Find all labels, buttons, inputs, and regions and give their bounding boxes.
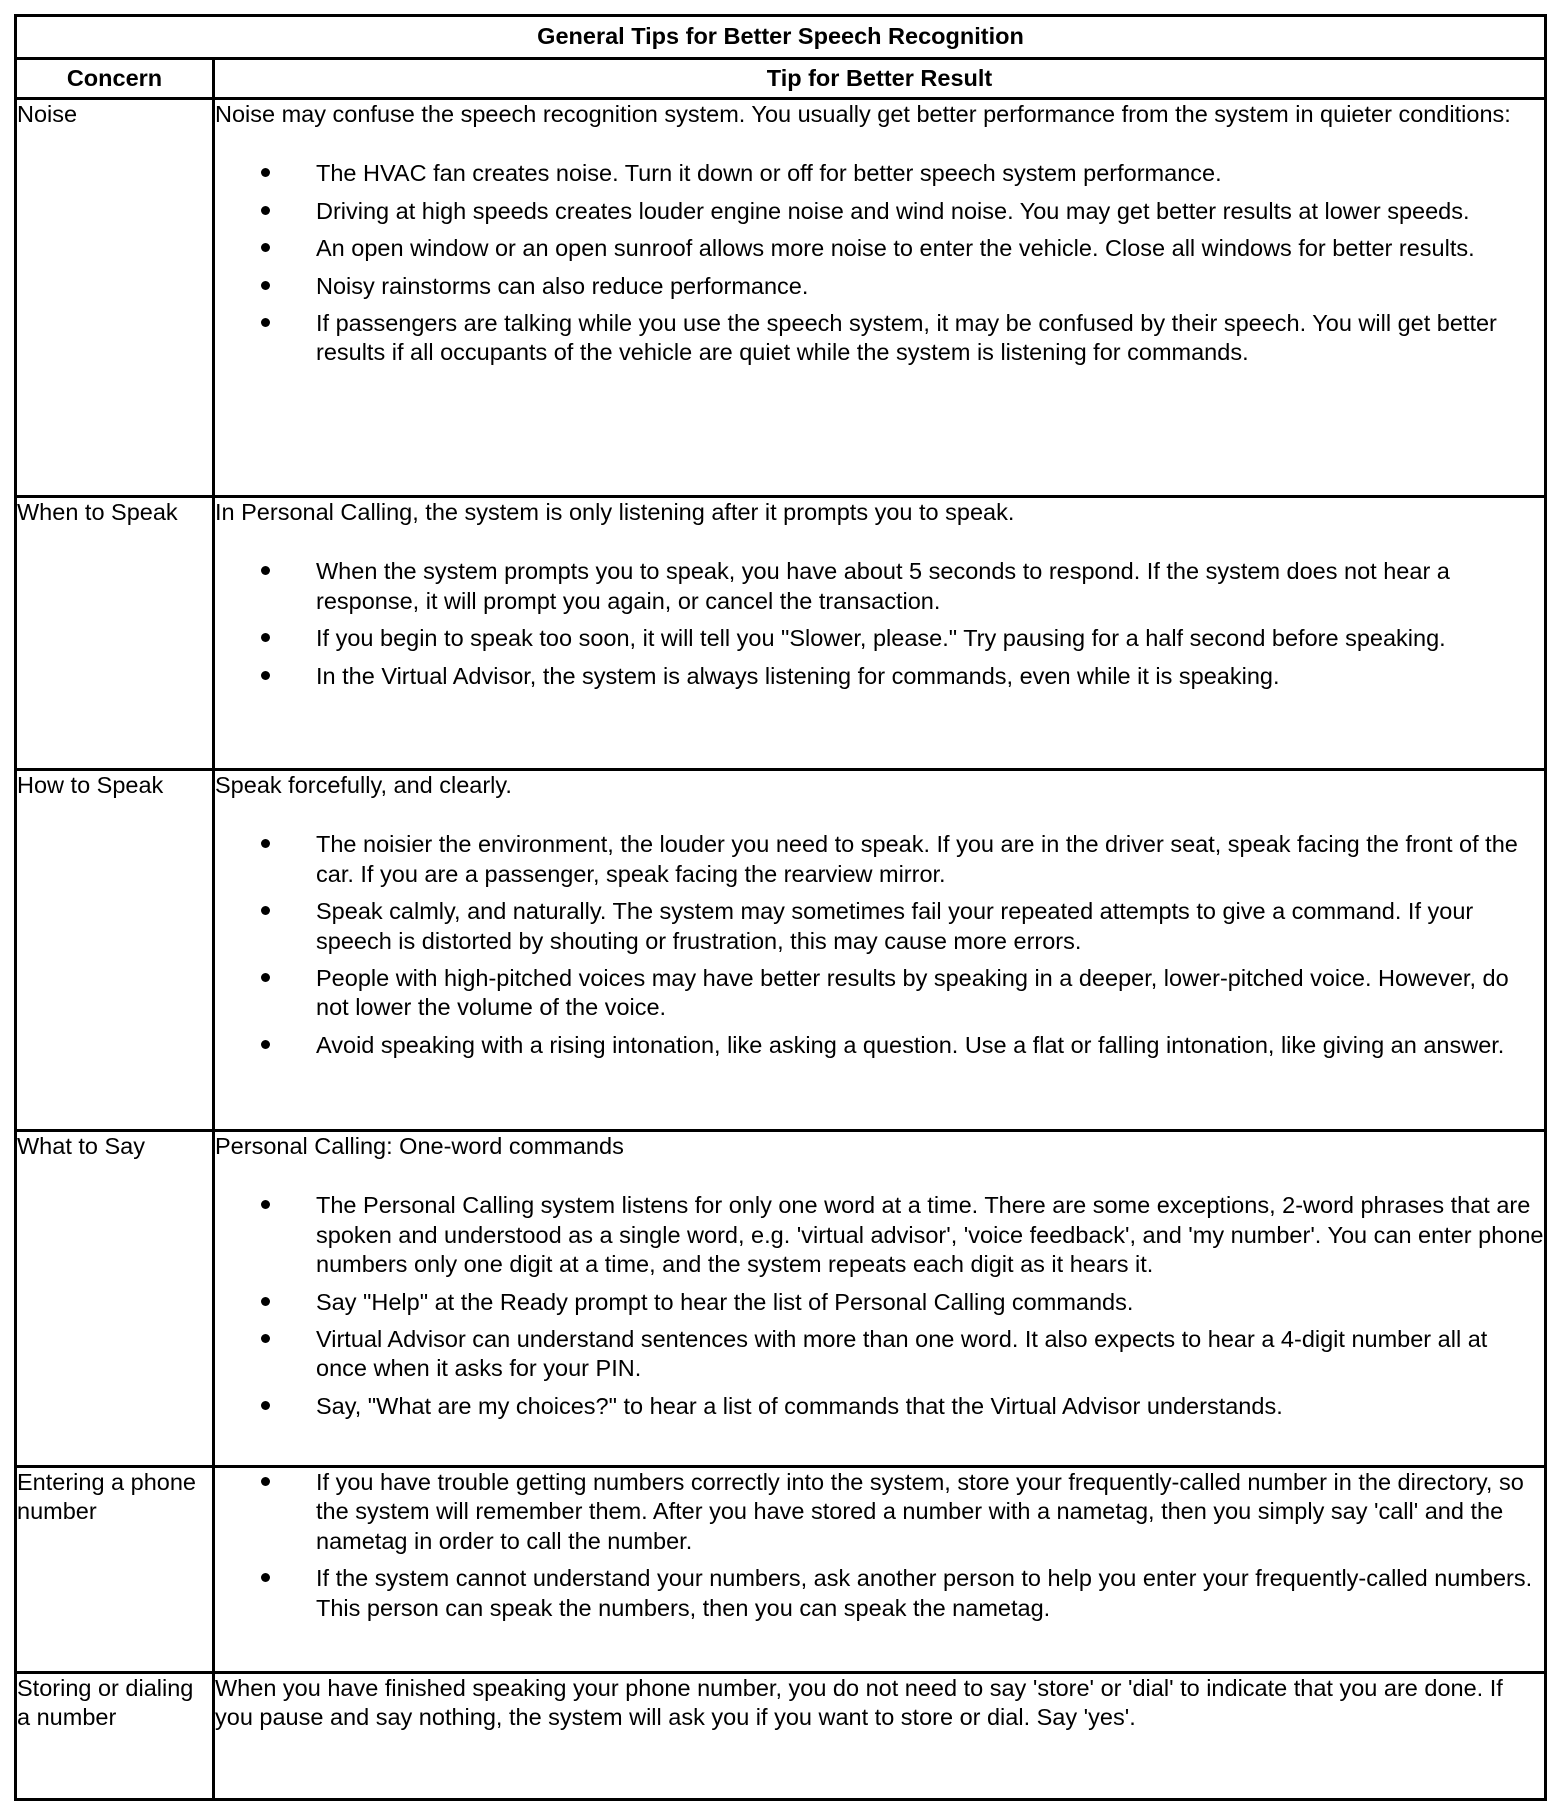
concern-cell: How to Speak [16, 770, 214, 1131]
concern-cell: Entering a phone number [16, 1467, 214, 1673]
tip-bullet-list [215, 1191, 1544, 1421]
tip-bullet: When the system prompts you to speak, you have about 5 seconds to respond. If the system does not hear a response, it will prompt you again, or cancel the transaction. [316, 557, 1544, 616]
tip-cell [214, 1467, 1546, 1673]
column-header-concern: Concern [16, 59, 214, 99]
tip-bullet: Speak calmly, and naturally. The system may sometimes fail your repeated attempts to give a command. If your speech is distorted by shouting or frustration, this may cause more errors. [316, 897, 1544, 956]
speech-tips-table [14, 14, 1547, 1801]
tip-bullet-list [215, 557, 1544, 691]
tip-bullet: If you begin to speak too soon, it will tell you "Slower, please." Try pausing for a half second before speaking. [316, 624, 1544, 653]
table-row-when-to-speak [16, 497, 1546, 770]
tip-bullet: If the system cannot understand your numbers, ask another person to help you enter your frequently-called numbers. This person can speak the numbers, then you can speak the nametag. [316, 1564, 1544, 1623]
tip-bullet: People with high-pitched voices may have better results by speaking in a deeper, lower-pitched voice. However, do not lower the volume of the voice. [316, 964, 1544, 1023]
tip-bullet: Noisy rainstorms can also reduce performance. [316, 272, 1544, 301]
tip-cell [214, 497, 1546, 770]
tip-bullet-list [215, 1468, 1544, 1623]
table-title-row [16, 16, 1546, 59]
tip-bullet: The HVAC fan creates noise. Turn it down or off for better speech system performance. [316, 159, 1544, 188]
tip-intro: Personal Calling: One-word commands [215, 1133, 624, 1159]
tip-bullet: Driving at high speeds creates louder engine noise and wind noise. You may get better results at lower speeds. [316, 197, 1544, 226]
table-title: General Tips for Better Speech Recognition [16, 16, 1546, 59]
table-row-how-to-speak [16, 770, 1546, 1131]
tip-cell [214, 99, 1546, 497]
table-row-noise [16, 99, 1546, 497]
tip-bullet: If you have trouble getting numbers correctly into the system, store your frequently-called number in the directory, so the system will remember them. After you have stored a number with a nametag, then you simply say 'call' and the nametag in order to call the number. [316, 1468, 1544, 1556]
concern-cell: When to Speak [16, 497, 214, 770]
table-header-row [16, 59, 1546, 99]
tip-bullet: Avoid speaking with a rising intonation, like asking a question. Use a flat or falling intonation, like giving an answer. [316, 1031, 1544, 1060]
tip-bullet: Virtual Advisor can understand sentences with more than one word. It also expects to hear a 4-digit number all at once when it asks for your PIN. [316, 1325, 1544, 1384]
concern-cell: Noise [16, 99, 214, 497]
tip-bullet: The Personal Calling system listens for only one word at a time. There are some exceptions, 2-word phrases that are spoken and understood as a single word, e.g. 'virtual advisor', 'voice feedback', and 'my number'. You can enter phone numbers only one digit at a time, and the system repeats each digit as it hears it. [316, 1191, 1544, 1279]
tip-intro: Speak forcefully, and clearly. [215, 772, 512, 798]
tip-cell [214, 1673, 1546, 1800]
tip-cell [214, 1131, 1546, 1467]
tip-bullet: An open window or an open sunroof allows more noise to enter the vehicle. Close all windows for better results. [316, 234, 1544, 263]
tip-bullet-list [215, 159, 1544, 367]
tip-bullet: Say "Help" at the Ready prompt to hear the list of Personal Calling commands. [316, 1288, 1544, 1317]
tip-bullet: If passengers are talking while you use the speech system, it may be confused by their speech. You will get better results if all occupants of the vehicle are quiet while the system is listening for commands. [316, 309, 1544, 368]
concern-cell: What to Say [16, 1131, 214, 1467]
tip-cell [214, 770, 1546, 1131]
tip-intro: In Personal Calling, the system is only listening after it prompts you to speak. [215, 499, 1015, 525]
table-row-storing-or-dialing [16, 1673, 1546, 1800]
concern-cell: Storing or dialing a number [16, 1673, 214, 1800]
column-header-tip: Tip for Better Result [214, 59, 1546, 99]
table-row-entering-phone-number [16, 1467, 1546, 1673]
tip-intro: Noise may confuse the speech recognition system. You usually get better performance from the system in quieter conditions: [215, 101, 1511, 127]
tip-bullet: The noisier the environment, the louder you need to speak. If you are in the driver seat, speak facing the front of the car. If you are a passenger, speak facing the rearview mirror. [316, 830, 1544, 889]
table-row-what-to-say [16, 1131, 1546, 1467]
tip-bullet: In the Virtual Advisor, the system is always listening for commands, even while it is speaking. [316, 662, 1544, 691]
tip-bullet: Say, "What are my choices?" to hear a list of commands that the Virtual Advisor understands. [316, 1392, 1544, 1421]
tip-intro: When you have finished speaking your phone number, you do not need to say 'store' or 'dial' to indicate that you are done. If you pause and say nothing, the system will ask you if you want to store or dial. Say 'yes'. [215, 1675, 1503, 1731]
tip-bullet-list [215, 830, 1544, 1060]
